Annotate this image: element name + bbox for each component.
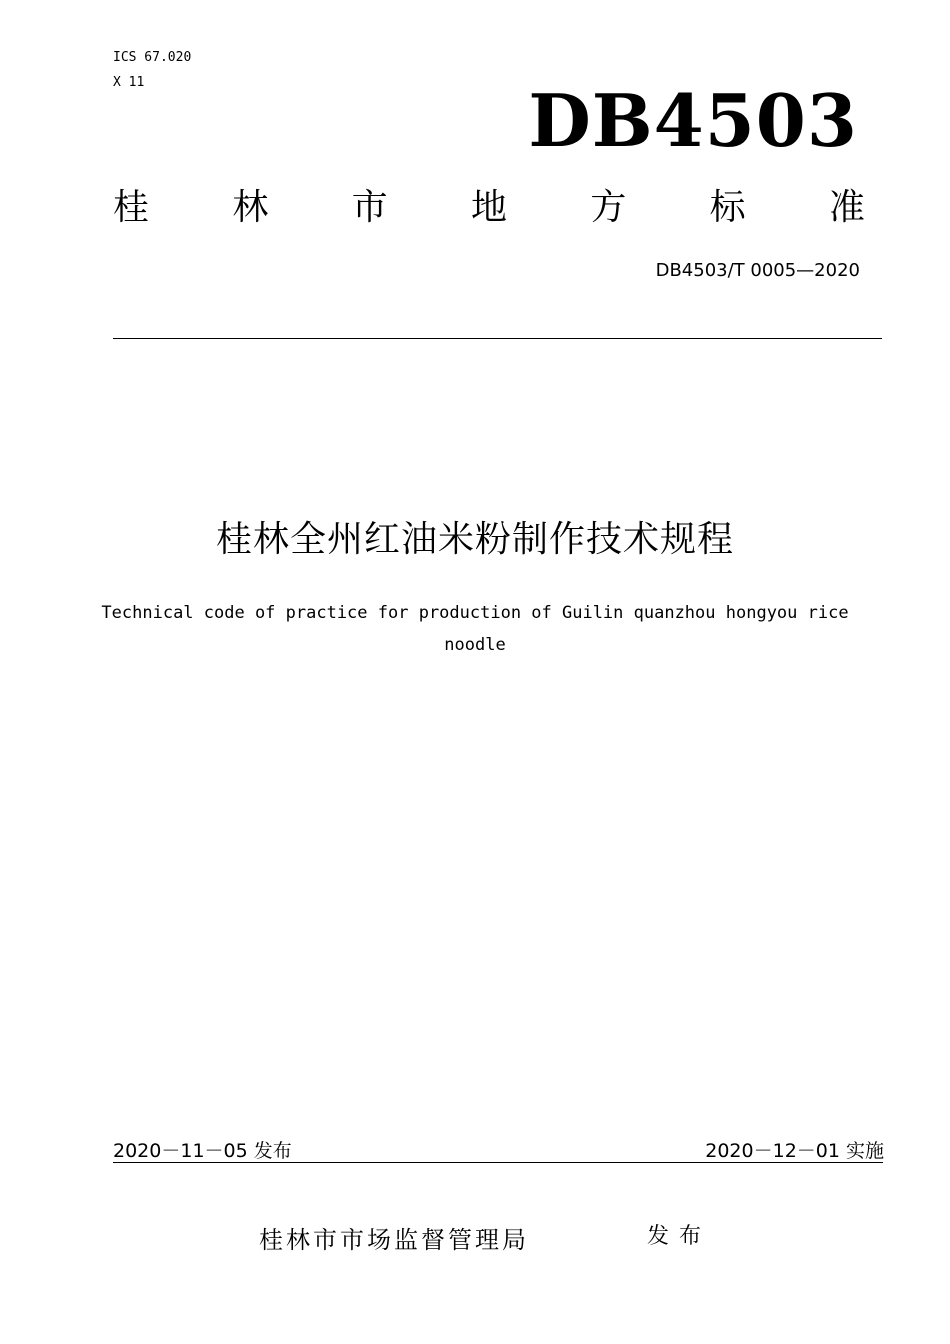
footer-divider bbox=[113, 1162, 883, 1163]
standard-type-char: 方 bbox=[590, 187, 627, 228]
standard-type-char: 准 bbox=[828, 187, 865, 228]
document-title-chinese: 桂林全州红油米粉制作技术规程 bbox=[215, 519, 734, 560]
standard-type-char: 林 bbox=[232, 187, 269, 228]
english-title-line: noodle bbox=[444, 635, 506, 655]
standard-type bbox=[113, 186, 865, 230]
standard-type-char: 市 bbox=[351, 187, 388, 228]
standard-type-char: 地 bbox=[470, 187, 507, 228]
issued-label: 发布 bbox=[647, 1224, 712, 1249]
standard-code-logo: DB4503 bbox=[528, 78, 858, 163]
standard-number: DB4503/T 0005—2020 bbox=[655, 260, 860, 281]
header-divider bbox=[113, 338, 882, 339]
issuing-authority: 桂林市市场监督管理局 bbox=[259, 1226, 529, 1254]
implementation-date: 2020－12－01 实施 bbox=[705, 1140, 884, 1162]
english-title-line: Technical code of practice for production of Guilin quanzhou hongyou rice bbox=[101, 603, 849, 623]
standard-type-char: 标 bbox=[709, 187, 746, 228]
document-title-english bbox=[80, 597, 870, 661]
issue-date: 2020－11－05 发布 bbox=[113, 1140, 292, 1162]
standard-type-char: 桂 bbox=[113, 187, 150, 228]
classification-code: X 11 bbox=[113, 75, 145, 90]
ics-number: ICS 67.020 bbox=[113, 50, 192, 65]
